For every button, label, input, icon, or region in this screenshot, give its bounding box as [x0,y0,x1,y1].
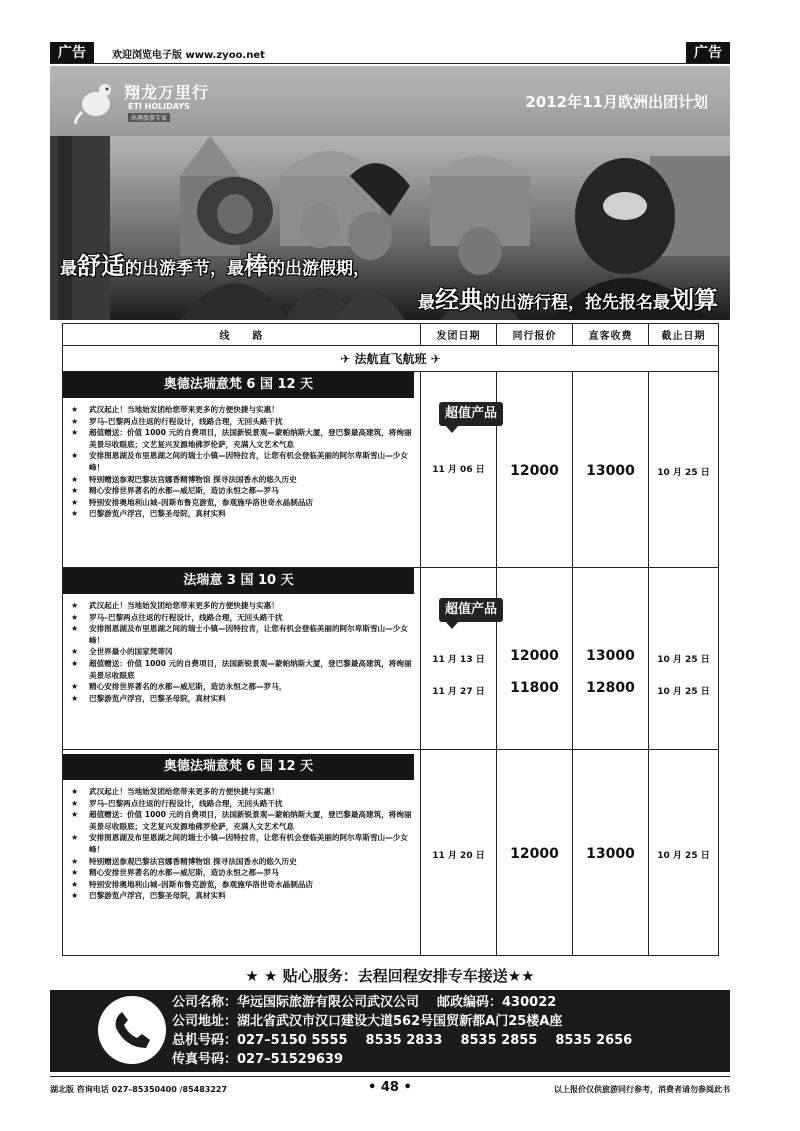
slogan-line-2 [418,280,718,315]
route-title: 法瑞意 3 国 10 天 [63,568,414,594]
slogan2-emphasis: 经典 [435,286,483,314]
departure-date: 11 月 27 日 [432,687,485,697]
slogan1-part: 的出游假期， [268,259,370,279]
ad-tag-right: 广告 [686,42,730,64]
list-item: ★ 安排图恩湖及布里恩湖之间的瑞士小镇—因特拉肯，让您有机会登临美丽的阿尔卑斯雪山—少女峰！ [67,623,414,646]
header-date: 发团日期 [421,324,497,346]
list-item: ★ 武汉起止！当地始发团给您带来更多的方便快捷与实惠！ [67,600,414,612]
phone-number: 8535 2656 [555,1033,633,1048]
deadline: 10 月 25 日 [657,655,710,665]
list-item: ★ 精心安排世界著名的水都—威尼斯，造访永恒之都—罗马 [67,485,414,497]
trade-price-cell [497,750,573,956]
feature-list [63,398,420,524]
list-item: ★ 安排图恩湖及布里恩湖之间的瑞士小镇—因特拉肯，让您有机会登临美丽的阿尔卑斯雪山—少女峰！ [67,450,414,473]
retail-price: 13000 [586,463,635,479]
retail-price-cell [573,568,649,750]
header-deadline: 截止日期 [649,324,719,346]
hero-title: 2012年11月欧洲出团计划 [525,93,708,111]
deadline: 10 月 25 日 [657,851,710,861]
table-header-row [63,324,719,346]
retail-price: 13000 [586,846,635,862]
page-number: • 48 • [368,1080,412,1095]
contact-box [50,990,730,1072]
deadline-cell [649,372,719,568]
list-item: ★ 罗马–巴黎两点往返的行程设计，线路合理，无回头路干扰 [67,612,414,624]
trade-price: 12000 [510,648,559,664]
top-divider [50,63,730,64]
list-item: ★ 特别赠送参观巴黎法宫娜香精博物馆 探寻法国香水的悠久历史 [67,856,414,868]
departure-date: 11 月 20 日 [432,851,485,861]
trade-price-cell [497,372,573,568]
trade-price: 11800 [510,680,559,696]
value-badge: 超值产品 [439,402,503,426]
deadline-cell [649,750,719,956]
site-url: 欢迎浏览电子版 www.zyoo.net [112,50,265,61]
deadline: 10 月 25 日 [657,468,710,478]
phone-number: 027–5150 5555 [237,1033,348,1048]
trade-price: 12000 [510,463,559,479]
date-cell [421,372,497,568]
phone-number: 8535 2855 [460,1033,538,1048]
list-item: ★ 精心安排世界著名的水都—威尼斯，造访永恒之都—罗马， [67,681,414,693]
list-item: ★ 武汉起止！当地始发团给您带来更多的方便快捷与实惠！ [67,786,414,798]
table-row [63,750,719,956]
list-item: ★ 罗马–巴黎两点往返的行程设计，线路合理，无回头路干扰 [67,798,414,810]
table-row [63,372,719,568]
company-name: 公司名称：华远国际旅游有限公司武汉公司 [172,995,420,1010]
retail-price: 12800 [586,680,635,696]
ad-tag-left: 广告 [50,42,94,64]
postcode: 邮政编码：430022 [437,995,557,1010]
service-line: ★ ★ 贴心服务：去程回程安排专车接送★★ [245,967,535,985]
deadline-cell [649,568,719,750]
slogan-line-1 [60,246,370,281]
fax-line: 传真号码：027–51529639 [172,1052,343,1067]
list-item: ★ 超值赠送：价值 1000 元的自费项目，法国新锐景观—蒙帕纳斯大厦，登巴黎最高建筑，将绚丽美景尽收眼底 [67,658,414,681]
flight-row [63,346,719,372]
slogan2-part: 最 [418,293,435,313]
slogan1-emphasis: 棒 [244,252,268,280]
company-line [172,993,632,1012]
route-title: 奥德法瑞意梵 6 国 12 天 [63,754,414,780]
page-footer [50,1080,730,1100]
table-row [63,568,719,750]
logo-subtitle: 出境旅游专家 [128,113,170,122]
header-trade-price: 同行报价 [497,324,573,346]
deadline: 10 月 25 日 [657,687,710,697]
logo-chinese: 翔龙万里行 [124,83,210,102]
footer-divider [50,1076,730,1077]
slogan2-emphasis: 划算 [670,286,718,314]
departure-date: 11 月 13 日 [432,655,485,665]
feature-list [63,780,420,906]
date-cell [421,750,497,956]
date-cell [421,568,497,750]
trade-price: 12000 [510,846,559,862]
retail-price-cell [573,372,649,568]
list-item: ★ 超值赠送：价值 1000 元的自费项目，法国新锐景观—蒙帕纳斯大厦，登巴黎最高建筑，将绚丽美景尽收眼底；文艺复兴发源地佛罗伦萨，充满人文艺术气息 [67,809,414,832]
route-cell-2 [63,568,421,750]
route-cell-3 [63,750,421,956]
flight-label: ✈ 法航直飞航班 ✈ [63,346,719,372]
address-line: 公司地址：湖北省武汉市汉口建设大道562号国贸新都A门25楼A座 [172,1014,563,1029]
retail-price-cell [573,750,649,956]
list-item: ★ 全世界最小的国家梵蒂冈 [67,646,414,658]
slogan1-emphasis: 舒适 [77,252,125,280]
top-bar [50,42,730,64]
slogan2-part: 的出游行程，抢先报名最 [483,293,670,313]
list-item: ★ 安排图恩湖及布里恩湖之间的瑞士小镇—因特拉肯，让您有机会登临美丽的阿尔卑斯雪山—少女峰！ [67,832,414,855]
footer-disclaimer: 以上报价仅供旅游同行参考，消费者请勿参阅此书 [554,1085,730,1094]
list-item: ★ 特别赠送参观巴黎法宫娜香精博物馆 探寻法国香水的悠久历史 [67,474,414,486]
route-cell-1 [63,372,421,568]
list-item: ★ 精心安排世界著名的水都—威尼斯，造访永恒之都—罗马 [67,867,414,879]
list-item: ★ 特别安排奥地利山城–因斯布鲁克游览，参观施华洛世奇水晶制品店 [67,879,414,891]
header-route: 线 路 [63,324,421,346]
retail-price: 13000 [586,648,635,664]
phones-label: 总机号码： [172,1033,238,1048]
list-item: ★ 特别安排奥地利山城–因斯布鲁克游览，参观施华洛世奇水晶制品店 [67,497,414,509]
list-item: ★ 巴黎游览卢浮宫，巴黎圣母院，真材实料 [67,890,414,902]
tour-table [62,323,718,956]
footer-hotline: 湖北版 咨询电话 027–85350400 /85483227 [50,1085,228,1094]
hero-banner [50,66,730,320]
telephone-icon [108,1006,156,1054]
list-item: ★ 武汉起止！当地始发团给您带来更多的方便快捷与实惠！ [67,404,414,416]
slogan1-part: 的出游季节，最 [125,259,244,279]
contact-lines [172,993,632,1069]
header-retail-price: 直客收费 [573,324,649,346]
list-item: ★ 超值赠送：价值 1000 元的自费项目，法国新锐景观—蒙帕纳斯大厦，登巴黎最高建筑，将绚丽美景尽收眼底；文艺复兴发源地佛罗伦萨，充满人文艺术气息 [67,427,414,450]
route-title: 奥德法瑞意梵 6 国 12 天 [63,372,414,398]
feature-list [63,594,420,708]
phones-line [172,1031,632,1050]
phone-number: 8535 2833 [365,1033,443,1048]
list-item: ★ 巴黎游览卢浮宫，巴黎圣母院，真材实料 [67,508,414,520]
kangaroo-icon [72,76,120,124]
phone-badge [98,996,166,1064]
slogan1-part: 最 [60,259,77,279]
departure-date: 11 月 06 日 [432,465,485,475]
list-item: ★ 巴黎游览卢浮宫，巴黎圣母院，真材实料 [67,693,414,705]
trade-price-cell [497,568,573,750]
list-item: ★ 罗马–巴黎两点往返的行程设计，线路合理，无回头路干扰 [67,416,414,428]
company-logo [72,76,232,126]
logo-english: ETI HOLIDAYS [128,102,190,111]
value-badge: 超值产品 [439,598,503,622]
